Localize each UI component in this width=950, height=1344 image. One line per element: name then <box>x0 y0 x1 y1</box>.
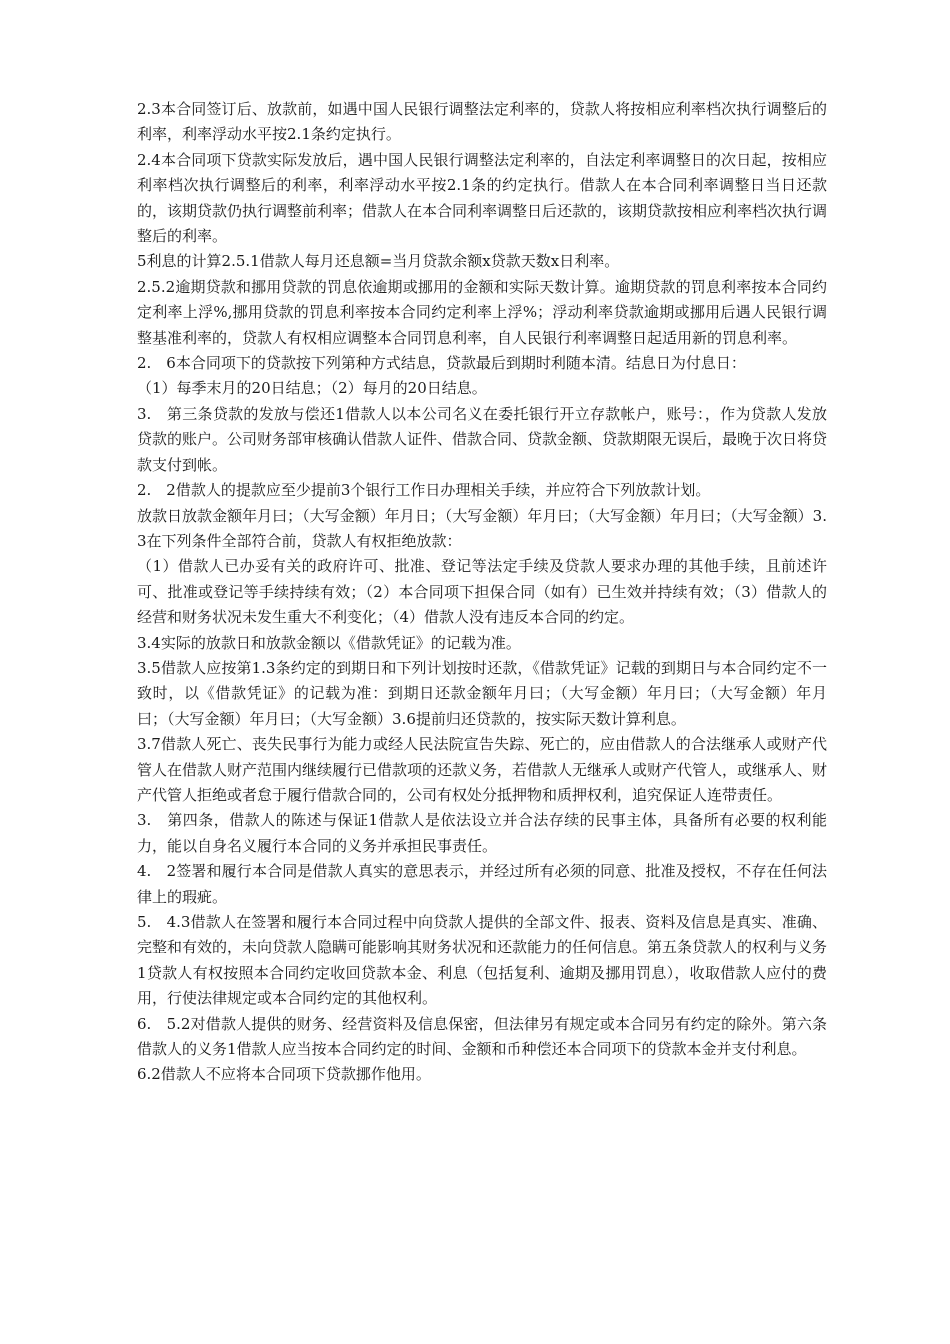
paragraph-article-3: 3. 第三条贷款的发放与偿还1借款人以本公司名义在委托银行开立存款帐户，账号：，作为贷款人发放贷款的账户。公司财务部审核确认借款人证件、借款合同、贷款金额、贷款期限无误后，最晚于次日将贷款支付到帐。 <box>137 404 828 474</box>
paragraph-4-2: 4. 2签署和履行本合同是借款人真实的意思表示，并经过所有必须的同意、批准及授权，不存在任何法律上的瑕疵。 <box>137 862 827 906</box>
paragraph-4-3: 5. 4.3借款人在签署和履行本合同过程中向贷款人提供的全部文件、报表、资料及信息是真实、准确、完整和有效的，未向贷款人隐瞒可能影响其财务状况和还款能力的任何信息。第五条贷款人的权利与义务1贷款人有权按照本合同约定收回贷款本金、利息（包括复利、逾期及挪用罚息），收取借款人应付的费用，行使法律规定或本合同约定的其他权利。 <box>137 913 828 1008</box>
paragraph-settlement-options: （1）每季末月的20日结息；（2）每月的20日结息。 <box>137 379 487 398</box>
paragraph-disbursement-plan: 放款日放款金额年月曰；（大写金额）年月日；（大写金额）年月曰；（大写金额）年月曰；（大写金额）3.3在下列条件全部符合前，贷款人有权拒绝放款： <box>137 506 827 550</box>
document-body <box>137 97 827 1088</box>
paragraph-3-7: 3.7借款人死亡、丧失民事行为能力或经人民法院宣告失踪、死亡的，应由借款人的合法继承人或财产代管人在借款人财产范围内继续履行已借款项的还款义务，若借款人无继承人或财产代管人，或继承人、财产代管人拒绝或者怠于履行借款合同的，公司有权处分抵押物和质押权利，追究保证人连带责任。 <box>137 735 828 804</box>
paragraph-6-2: 6.2借款人不应将本合同项下贷款挪作他用。 <box>137 1065 431 1084</box>
paragraph-2-6: 2. 6本合同项下的贷款按下列第种方式结息，贷款最后到期时利随本清。结息日为付息日： <box>137 354 746 373</box>
paragraph-article-4: 3. 第四条，借款人的陈述与保证1借款人是依法设立并合法存续的民事主体，具备所有必要的权利能力，能以自身名义履行本合同的义务并承担民事责任。 <box>137 811 827 855</box>
paragraph-interest-calculation: 5利息的计算2.5.1借款人每月还息额=当月贷款余额x贷款天数x日利率。 <box>137 252 620 271</box>
paragraph-3-4: 3.4实际的放款日和放款金额以《借款凭证》的记载为准。 <box>137 633 521 652</box>
paragraph-2-3: 2.3本合同签订后、放款前，如遇中国人民银行调整法定利率的，贷款人将按相应利率档次执行调整后的利率，利率浮动水平按2.1条约定执行。 <box>137 100 827 144</box>
paragraph-5-2: 6. 5.2对借款人提供的财务、经营资料及信息保密，但法律另有规定或本合同另有约定的除外。第六条借款人的义务1借款人应当按本合同约定的时间、金额和币种偿还本合同项下的贷款本金并支付利息。 <box>137 1014 827 1059</box>
paragraph-3-2: 2. 2借款人的提款应至少提前3个银行工作日办理相关手续，并应符合下列放款计划。 <box>137 481 711 500</box>
paragraph-2-4: 2.4本合同项下贷款实际发放后，遇中国人民银行调整法定利率的，自法定利率调整日的次日起，按相应利率档次执行调整后的利率，利率浮动水平按2.1条的约定执行。借款人在本合同利率调整日当日还款的，该期贷款仍执行调整前利率；借款人在本合同利率调整日后还款的，该期贷款按相应利率档次执行调整后的利率。 <box>137 150 828 246</box>
paragraph-2-5-2: 2.5.2逾期贷款和挪用贷款的罚息依逾期或挪用的金额和实际天数计算。逾期贷款的罚息利率按本合同约定利率上浮%,挪用贷款的罚息利率按本合同约定利率上浮%；浮动利率贷款逾期或挪用后遇人民银行调整基准利率的，贷款人有权相应调整本合同罚息利率，自人民银行利率调整日起适用新的罚息利率。 <box>137 277 827 347</box>
paragraph-3-5: 3.5借款人应按第1.3条约定的到期日和下列计划按时还款，《借款凭证》记载的到期日与本合同约定不一致时，以《借款凭证》的记载为准：到期日还款金额年月曰；（大写金额）年月曰；（大写金额）年月曰；（大写金额）年月曰；（大写金额）3.6提前归还贷款的，按实际天数计算利息。 <box>137 658 827 728</box>
paragraph-disbursement-conditions: （1）借款人已办妥有关的政府许可、批准、登记等法定手续及贷款人要求办理的其他手续，且前述许可、批准或登记等手续持续有效；（2）本合同项下担保合同（如有）已生效并持续有效；（3）借款人的经营和财务状况未发生重大不利变化；（4）借款人没有违反本合同的约定。 <box>137 557 827 627</box>
